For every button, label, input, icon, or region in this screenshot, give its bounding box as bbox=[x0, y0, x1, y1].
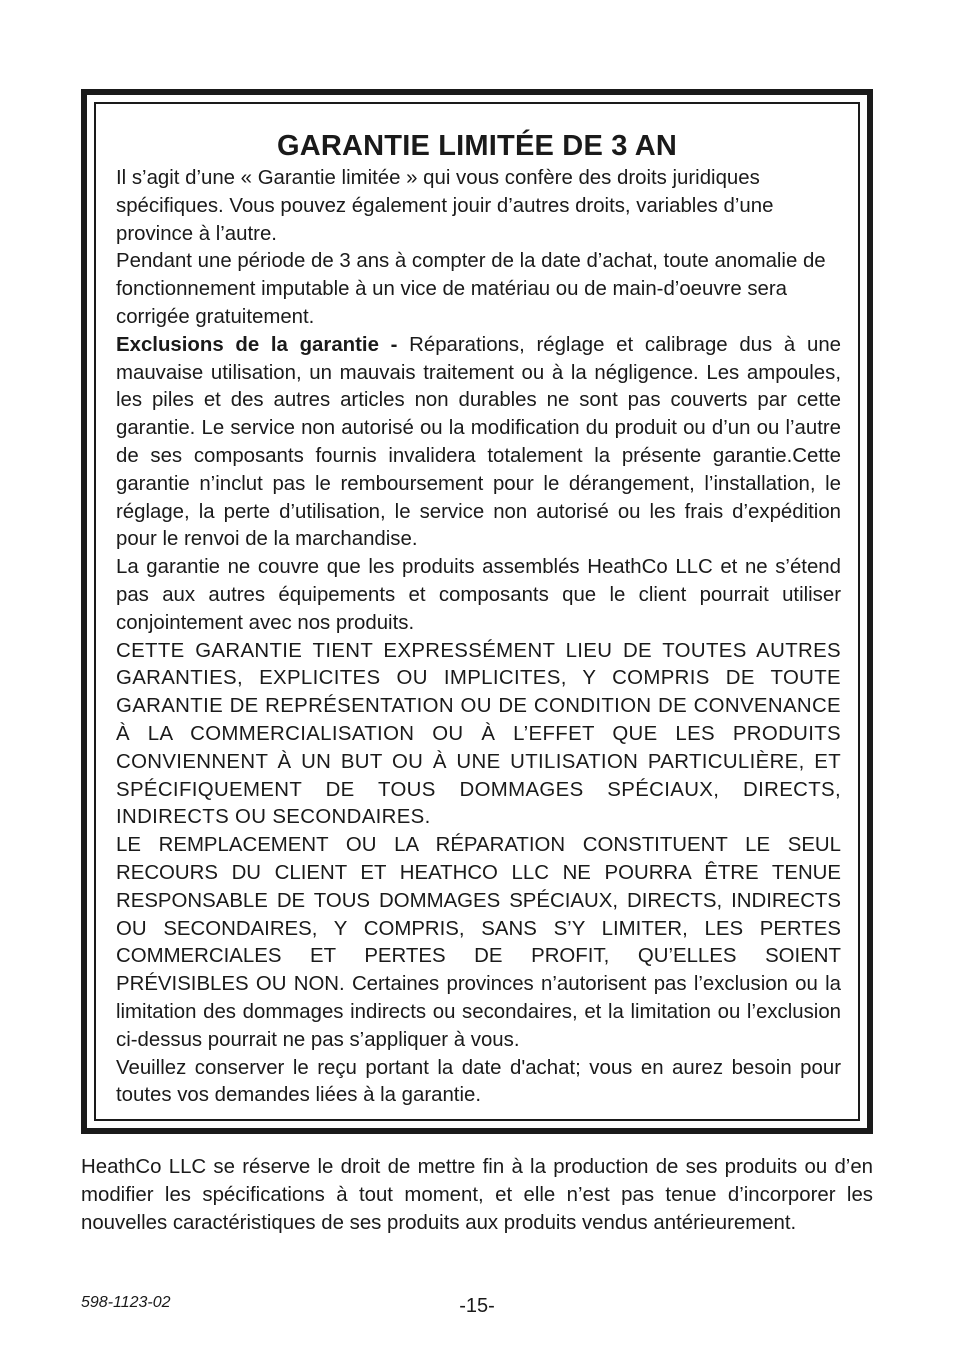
page-number: -15- bbox=[459, 1295, 495, 1317]
warranty-body bbox=[116, 165, 841, 1110]
warranty-remedy-paragraph: LE REMPLACEMENT OU LA RÉPARATION CONSTITUENT LE SEUL RECOURS DU CLIENT ET HEATHCO LLC NE POURRA ÊTRE TENUE RESPONSABLE DE TOUS DOMMAGES SPÉCIAUX, DIRECTS, INDIRECTS OU SECONDAIRES, Y COMPRIS, SANS S’Y LIMITER, LES PERTES COMMERCIALES ET PERTES DE PROFIT, QU’ELLES SOIENT PRÉVISIBLES OU NON. Certaines provinces n’autorisent pas l’exclusion ou la limitation des dommages indirects ou secondaires, et la limitation ou l’exclusion ci-dessus pourrait ne pas s’appliquer à vous. bbox=[116, 834, 841, 1051]
footer-notice: HeathCo LLC se réserve le droit de mettre fin à la production de ses produits ou d’en modifier les spécifications à tout moment, et elle n’est pas tenue d’incorporer les nouvelles caractéristiques de ses produits aux produits vendus antérieurement. bbox=[81, 1156, 873, 1234]
warranty-inner-border bbox=[94, 102, 860, 1121]
warranty-scope-paragraph: La garantie ne couvre que les produits assemblés HeathCo LLC et ne s’étend pas aux autres équipements et composants que le client pourrait utiliser conjointement avec nos produits. bbox=[116, 556, 841, 634]
warranty-disclaimer-paragraph: CETTE GARANTIE TIENT EXPRESSÉMENT LIEU DE TOUTES AUTRES GARANTIES, EXPLICITES OU IMPLICITES, Y COMPRIS DE TOUTE GARANTIE DE REPRÉSENTATION OU DE CONDITION DE CONVENANCE À LA COMMERCIALISATION OU À L’EFFET QUE LES PRODUITS CONVIENNENT À UN BUT OU À UNE UTILISATION PARTICULIÈRE, ET SPÉCIFIQUEMENT DE TOUS DOMMAGES SPÉCIAUX, DIRECTS, INDIRECTS OU SECONDAIRES. bbox=[116, 639, 841, 829]
document-number: 598-1123-02 bbox=[81, 1294, 171, 1311]
warranty-receipt-paragraph: Veuillez conserver le reçu portant la date d'achat; vous en aurez besoin pour toutes vos demandes liées à la garantie. bbox=[116, 1056, 841, 1107]
warranty-title: GARANTIE LIMITÉE DE 3 AN bbox=[276, 130, 678, 162]
warranty-coverage-paragraph: Pendant une période de 3 ans à compter de la date d’achat, toute anomalie de fonctionnement imputable à un vice de matériau ou de main-d’oeuvre sera corrigée gratuitement. bbox=[116, 250, 826, 328]
exclusions-text: Réparations, réglage et calibrage dus à une mauvaise utilisation, un mauvais traitement ou à la négligence. Les ampoules, les piles et des autres articles non durables ne sont pas couverts par cette garantie. Le service non autorisé ou la modification du produit ou d’un ou l’autre de ses composants fournis invalidera totalement la présente garantie.Cette garantie n’inclut pas le remboursement pour le dérangement, l’installation, le réglage, la perte d’utilisation, le service non autorisé ou les frais d’expédition pour le renvoi de la marchandise. bbox=[116, 333, 841, 551]
warranty-exclusions-paragraph bbox=[116, 332, 841, 554]
exclusions-label: Exclusions de la garantie - bbox=[116, 333, 410, 356]
warranty-intro-paragraph: Il s’agit d’une « Garantie limitée » qui vous confère des droits juridiques spécifiques. Vous pouvez également jouir d’autres droits, variables d’une province à l’autre. bbox=[116, 167, 774, 245]
warranty-box bbox=[81, 89, 873, 1134]
